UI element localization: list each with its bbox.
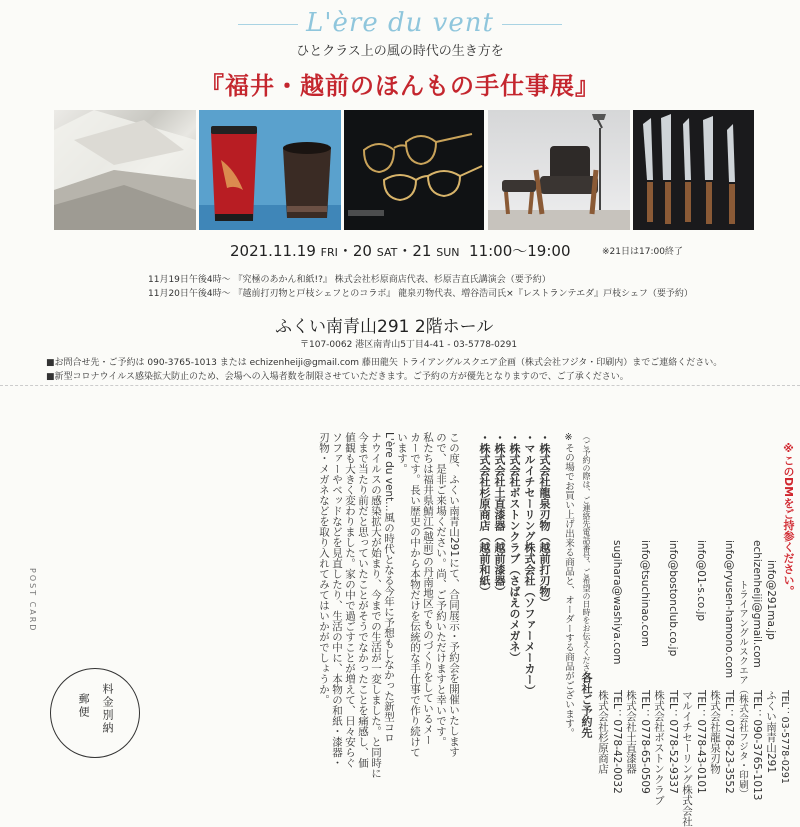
brand-text: L'ère du vent — [306, 8, 494, 38]
contact-name-2: 株式会社土直漆器 — [625, 690, 637, 774]
washi-paper-photo — [54, 110, 196, 230]
day-sun: SUN — [436, 246, 460, 259]
intro-line-6: 刃物・メガネなどを取り入れてみてはいかがでしょうか。 — [318, 432, 330, 705]
intro-line-7: 私たちは福井県鯖江(越前)の丹南地区でものづくりをしているメー — [422, 432, 434, 745]
eyeglasses-art — [344, 110, 484, 230]
opening-hours: 11:00〜19:00 — [469, 242, 571, 260]
tel-label: TEL： — [667, 690, 679, 720]
contact-email-2[interactable]: info@tsuchinao.com — [639, 540, 651, 647]
contact-tel-number: 0778-42-0032 — [611, 719, 623, 794]
brand-logo — [0, 8, 800, 38]
contact-tel-number: 03-5778-0291 — [779, 716, 790, 784]
brand-right-rule — [502, 24, 562, 25]
contact-tel-3 — [666, 690, 679, 794]
contact-tel-number: 0778-65-0509 — [639, 719, 651, 794]
intro-line-8: カーです。長い歴史の中から本物だけを伝統的な手仕事で作り続けて — [409, 432, 421, 758]
contact-name-5: 株式会社龍泉刃物 — [709, 690, 721, 774]
venue-address: 〒107-0062 港区南青山5丁目4-41 - 03-5778-0291 — [300, 340, 518, 350]
company-ryusen: ・株式会社龍泉刃物（越前打刃物） — [538, 432, 551, 608]
contact-name-7: ふくい南青山291 — [765, 690, 777, 774]
company-tsuchinao: ・株式会社土直漆器（越前漆器） — [493, 432, 506, 597]
contact-email-4[interactable]: info@01-s.co.jp — [695, 540, 707, 622]
card-divider — [0, 385, 800, 386]
page-title: 『福井・越前のほんもの手仕事展』 — [200, 71, 600, 100]
contact-email-6[interactable]: echizenheiji@gmail.com — [751, 540, 763, 668]
post-card-label: POST CARD — [28, 568, 37, 633]
lacquer-cups-art — [199, 110, 341, 230]
contact-name-4: マルイチセーリング株式会社 — [681, 690, 693, 827]
contact-tel-number: 0778-43-0101 — [695, 719, 707, 794]
contact-tel-number: 0778-23-3552 — [723, 719, 735, 794]
contact-tel-5 — [722, 690, 735, 794]
venue-name: ふくい南青山291 2階ホール — [275, 317, 494, 337]
contact-tel-number: 090-3765-1013 — [751, 719, 763, 801]
intro-line-10: この度、ふくい南青山291にて、合同展示・予約会を開催いたします — [448, 432, 460, 757]
day-fri: FRI — [320, 246, 338, 259]
contact-tel-number: 0778-52-9337 — [667, 719, 679, 794]
intro-line-1: L'ère du vent…風の時代となる今年に予想もしなかった新型コロ — [383, 432, 395, 743]
contact-email-3[interactable]: info@bostonclub.co.jp — [667, 540, 679, 657]
company-sugihara: ・株式会社杉原商店（越前和紙） — [478, 432, 491, 597]
lacquer-cups-photo — [199, 110, 341, 230]
eyeglasses-photo — [344, 110, 484, 230]
intro-line-5: ソファーやベッドなどを見直したり、生活の中に、本物の和紙・漆器・ — [331, 432, 343, 768]
event-lecture-1: 11月19日午後4時〜 『究極のあかん和紙!?』 株式会社杉原商店代表、杉原吉直氏講演会（要予約） — [148, 275, 551, 285]
knives-photo — [633, 110, 754, 230]
contact-name-3: 株式会社ボストンクラブ — [653, 690, 665, 806]
date-main: 2021.11.19 — [230, 242, 316, 260]
contact-email-1[interactable]: sugihara@washiya.com — [611, 540, 623, 665]
tel-label: TEL： — [639, 690, 651, 720]
company-maruichi: ・マルイチセーリング株式会社（ソファーメーカー） — [523, 432, 536, 696]
covid-notice: ■新型コロナウイルス感染拡大防止のため、会場への入場者数を制限させていただきます。ご予約の方が優先となりますので、ご了承ください。 — [46, 372, 629, 382]
tel-label: TEL： — [723, 690, 735, 720]
tel-label: TEL： — [779, 690, 790, 717]
contact-tel-7 — [778, 690, 791, 784]
contact-name-6: トライアングルスクエア（株式会社フジタ・印刷） — [737, 580, 748, 799]
intro-line-2: ナウイルスの感染拡大が始まり、今までの生活が一変しました。と同時に — [370, 432, 382, 779]
chair-photo — [488, 110, 630, 230]
event-dates — [230, 240, 571, 261]
contact-email-7[interactable]: info@291ma.jp — [765, 560, 777, 640]
tel-label: TEL： — [751, 690, 763, 720]
tel-label: TEL： — [611, 690, 623, 720]
contact-name-1: 株式会社杉原商店 — [597, 690, 609, 774]
intro-line-3: 今まで当たり前だと思っていたことがそうでなかったことを痛感し、価 — [357, 432, 369, 768]
contact-tel-6 — [750, 690, 763, 800]
tel-label: TEL： — [695, 690, 707, 720]
dm-note: ※このDMをご持参ください。 — [782, 442, 795, 597]
postage-text-2: 郵便 — [77, 693, 90, 719]
intro-line-11: ので、是非ご来場ください。尚、ご予約いただけますと幸いです。 — [435, 432, 447, 747]
contact-tel-2 — [638, 690, 651, 794]
brand-left-rule — [238, 24, 298, 25]
contact-tel-1 — [610, 690, 623, 794]
order-note: ※その場でお買い上げ出来る商品と、オーダーする商品がございます。 — [563, 432, 574, 738]
contact-tel-4 — [694, 690, 707, 794]
closing-note: ※21日は17:00終了 — [602, 247, 683, 257]
intro-line-4: 値観も大きく変わりました。家の中で過ごすことが増えて、日々安らぐ — [344, 432, 356, 768]
event-lecture-2: 11月20日午後4時〜 『越前打刃物と戸枝シェフとのコラボ』 龍泉刃物代表、増谷浩司氏×『レストランテエダ』戸枝シェフ（要予約） — [148, 289, 693, 299]
day-sat: SAT — [376, 246, 398, 259]
intro-line-9: います。 — [396, 432, 408, 474]
inquiry-notice: ■お問合せ先・ご予約は 090-3765-1013 または echizenheiji@gmail.com 藤田龍矢 トライアングルスクエア企画（株式会社フジタ・印刷内）までご連絡ください。 — [46, 358, 723, 368]
contacts-heading: 各社ご予約先 — [580, 672, 593, 738]
contact-email-5[interactable]: info@ryusen-hamono.com — [723, 540, 735, 679]
date-21: ・21 — [397, 242, 432, 260]
company-bostonclub: ・株式会社ボストンクラブ（さばえのメガネ） — [508, 432, 521, 663]
postage-paid-stamp — [50, 668, 140, 758]
washi-paper-art — [54, 110, 196, 230]
knives-art — [633, 110, 754, 230]
postage-text-1: 料金別納 — [101, 683, 114, 735]
contacts-subheading: （ご予約の際は、ご連絡先電話番号、ご希望の日時をお伝えください） — [582, 432, 591, 688]
chair-art — [488, 110, 630, 230]
subtitle: ひとクラス上の風の時代の生き方を — [296, 44, 504, 59]
date-20: ・20 — [337, 242, 372, 260]
